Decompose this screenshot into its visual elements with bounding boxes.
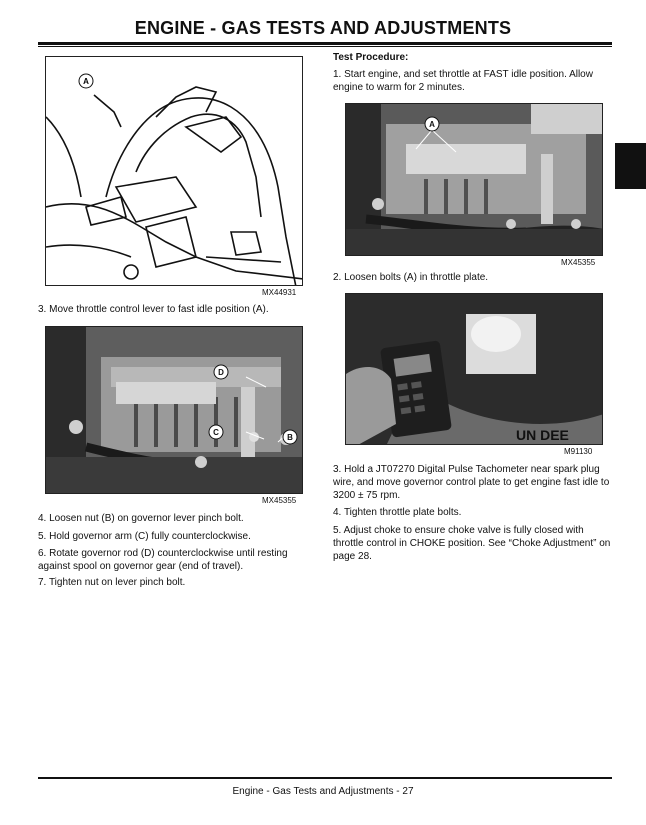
figure-caption: M91130 xyxy=(564,447,593,456)
section-thumb-tab xyxy=(615,143,646,189)
title-rule-thin xyxy=(38,46,612,47)
step-2-right: 2. Loosen bolts (A) in throttle plate. xyxy=(333,272,489,283)
step-3-left: 3. Move throttle control lever to fast idle position (A). xyxy=(38,304,269,315)
step-4-right: 4. Tighten throttle plate bolts. xyxy=(333,507,462,518)
step-4-left: 4. Loosen nut (B) on governor lever pinch bolt. xyxy=(38,513,244,524)
callout-c-label: C xyxy=(213,428,219,437)
step-7-left: 7. Tighten nut on lever pinch bolt. xyxy=(38,577,186,588)
step-6-left: 6. Rotate governor rod (D) counterclockwise until resting against spool on governor gear (end of travel). xyxy=(38,548,288,572)
step-1-right: 1. Start engine, and set throttle at FAST idle position. Allow engine to warm for 2 minutes. xyxy=(333,69,593,93)
figure-caption: MX45355 xyxy=(561,258,596,267)
figure-tachometer-photo xyxy=(345,293,603,445)
callout-d-label: D xyxy=(218,368,224,377)
page-title: ENGINE - GAS TESTS AND ADJUSTMENTS xyxy=(134,18,512,38)
figure-caption: MX45355 xyxy=(262,496,297,505)
figure-governor-photo xyxy=(45,326,303,494)
figure-caption: MX44931 xyxy=(262,288,297,297)
throttle-plate-illustration xyxy=(346,104,603,256)
callout-a-label: A xyxy=(429,120,435,129)
callout-b-label: B xyxy=(287,433,293,442)
callout-a-label: A xyxy=(83,77,89,86)
title-rule xyxy=(38,42,612,45)
step-5-right: 5. Adjust choke to ensure choke valve is fully closed with throttle control in CHOKE position. See “Choke Adjustment” on page 28. xyxy=(333,525,611,562)
throttle-lever-illustration xyxy=(46,57,303,286)
figure-throttle-lever-drawing xyxy=(45,56,303,286)
step-3-right: 3. Hold a JT07270 Digital Pulse Tachometer near spark plug wire, and move governor control plate to get engine fast idle to 3200 ± 75 rpm. xyxy=(333,464,610,501)
test-procedure-heading: Test Procedure: xyxy=(333,52,409,63)
tachometer-illustration xyxy=(346,294,603,445)
governor-photo-illustration xyxy=(46,327,303,494)
step-5-left: 5. Hold governor arm (C) fully counterclockwise. xyxy=(38,531,251,542)
page-footer: Engine - Gas Tests and Adjustments - 27 xyxy=(232,786,414,797)
brand-text: UN DEE xyxy=(516,427,569,443)
figure-throttle-plate-photo xyxy=(345,103,603,256)
footer-rule xyxy=(38,777,612,779)
